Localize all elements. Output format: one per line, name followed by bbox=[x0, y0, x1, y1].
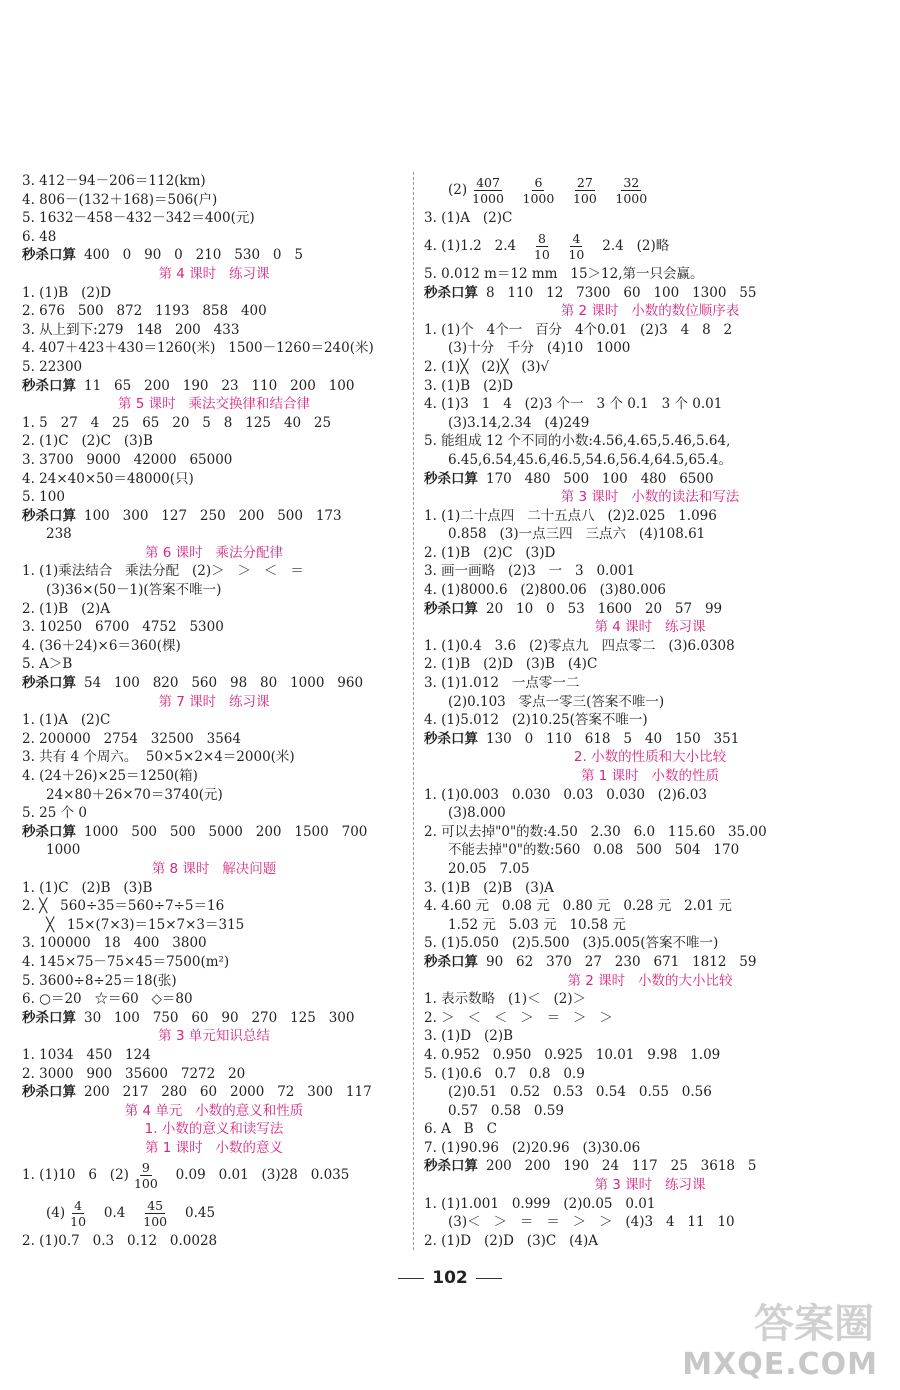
answer-line: 1. (1)乘法结合 乘法分配 (2)＞ ＞ ＜ ＝ bbox=[22, 563, 304, 580]
answer-line: 24×80＋26×70＝3740(元) bbox=[46, 786, 223, 803]
mental-math-label: 秒杀口算 bbox=[22, 507, 76, 524]
answer-text: 1. (1)10 6 (2) bbox=[22, 1167, 129, 1184]
fraction-numerator: 32 bbox=[623, 175, 640, 190]
answer-line: 0.858 (3)一点三四 三点六 (4)108.61 bbox=[448, 526, 706, 543]
section-heading: 第 3 课时 练习课 bbox=[594, 1177, 706, 1194]
watermark-logo bbox=[682, 1290, 884, 1382]
answer-line: 5. 能组成 12 个不同的小数:4.56,4.65,5.46,5.64, bbox=[424, 433, 731, 450]
mental-math-answers: 20 10 0 53 1600 20 57 99 bbox=[486, 600, 723, 617]
answer-line: 3. (1)A (2)C bbox=[424, 210, 513, 227]
answer-line: 5. 3600÷8÷25＝18(张) bbox=[22, 972, 177, 989]
answer-line bbox=[22, 1195, 406, 1232]
answer-line: 1. 1034 450 124 bbox=[22, 1046, 151, 1063]
answer-line: 不能去掉"0"的数:560 0.08 500 504 170 bbox=[448, 842, 740, 859]
fraction-denominator: 10 bbox=[533, 246, 550, 262]
mental-math-line bbox=[22, 823, 406, 842]
fraction-numerator: 4 bbox=[572, 230, 581, 246]
answer-line: 4. 0.952 0.950 0.925 10.01 9.98 1.09 bbox=[424, 1046, 721, 1063]
answer-line: 3. (1)D (2)B bbox=[424, 1028, 514, 1045]
fraction bbox=[470, 175, 506, 206]
answer-line: 2. ＞ ＜ ＜ ＞ ＝ ＞ ＞ bbox=[424, 1009, 613, 1026]
section-heading: 第 1 课时 小数的性质 bbox=[580, 768, 720, 784]
page-number: 102 bbox=[0, 1268, 900, 1288]
section-heading: 第 2 课时 小数的大小比较 bbox=[567, 972, 733, 989]
answer-line: (3)36×(50－1)(答案不唯一) bbox=[46, 582, 222, 599]
fraction bbox=[141, 1198, 169, 1229]
mental-math-label: 秒杀口算 bbox=[22, 247, 76, 264]
answer-text: 4. (1)1.2 2.4 bbox=[424, 237, 529, 254]
watermark-url: MXQE.COM bbox=[682, 1347, 878, 1382]
fraction-denominator: 100 bbox=[143, 1213, 168, 1229]
answer-line: 3. 共有 4 个周六。 50×5×2×4＝2000(米) bbox=[22, 749, 295, 766]
mental-math-line bbox=[424, 953, 876, 972]
answer-line: 2. (1)╳ (2)╳ (3)√ bbox=[424, 358, 550, 375]
answer-line: 1.52 元 5.03 元 10.58 元 bbox=[448, 916, 626, 933]
fraction-denominator: 1000 bbox=[472, 191, 504, 206]
mental-math-answers: 54 100 820 560 98 80 1000 960 bbox=[84, 675, 364, 692]
answer-line: 20.05 7.05 bbox=[448, 860, 530, 877]
mental-math-label: 秒杀口算 bbox=[22, 377, 76, 394]
answer-line: 4. (1)8000.6 (2)800.06 (3)80.006 bbox=[424, 582, 666, 599]
mental-math-line bbox=[424, 284, 876, 303]
section-heading: 第 4 课时 练习课 bbox=[158, 265, 270, 282]
right-column bbox=[424, 172, 876, 1250]
section-heading: 1. 小数的意义和读写法 bbox=[144, 1121, 284, 1138]
answer-line: 0.57 0.58 0.59 bbox=[448, 1102, 564, 1119]
answer-line: 4. (36＋24)×6＝360(棵) bbox=[22, 637, 181, 654]
fraction-denominator: 10 bbox=[568, 246, 585, 262]
mental-math-answers: 90 62 370 27 230 671 1812 59 bbox=[486, 953, 757, 970]
answer-line: (2)0.51 0.52 0.53 0.54 0.55 0.56 bbox=[448, 1084, 712, 1101]
answer-line: 1. 5 27 4 25 65 20 5 8 125 40 25 bbox=[22, 414, 332, 431]
answer-line bbox=[424, 172, 876, 209]
answer-line: 4. (1)3 1 4 (2)3 个一 3 个 0.1 3 个 0.01 bbox=[424, 396, 723, 413]
answer-line: 1. (1)A (2)C bbox=[22, 712, 111, 729]
fraction-numerator: 407 bbox=[476, 175, 500, 190]
answer-line: 6. ○＝20 ☆＝60 ◇＝80 bbox=[22, 991, 193, 1008]
answer-text bbox=[602, 182, 611, 198]
answer-line: 2. (1)B (2)D (3)B (4)C bbox=[424, 656, 598, 673]
answer-line: 5. 22300 bbox=[22, 358, 83, 375]
answer-line: 2. ╳ 560÷35＝560÷7÷5＝16 bbox=[22, 898, 225, 915]
fraction-denominator: 10 bbox=[70, 1213, 87, 1229]
answer-text bbox=[559, 182, 568, 198]
answer-line: 6. 48 bbox=[22, 228, 57, 245]
mental-math-line bbox=[22, 246, 406, 265]
answer-line: ╳ 15×(7×3)＝15×7×3＝315 bbox=[46, 916, 245, 933]
section-heading: 2. 小数的性质和大小比较 bbox=[573, 749, 727, 766]
section-heading: 第 7 课时 练习课 bbox=[158, 693, 270, 710]
answer-line: 3. 412－94－206＝112(km) bbox=[22, 173, 206, 189]
fraction-numerator: 9 bbox=[141, 1160, 150, 1176]
mental-math-answers: 200 200 190 24 117 25 3618 5 bbox=[486, 1158, 757, 1175]
answer-line: 4. 24×40×50＝48000(只) bbox=[22, 470, 194, 487]
answer-line: 5. 100 bbox=[22, 489, 65, 506]
mental-math-answers: 8 110 12 7300 60 100 1300 55 bbox=[486, 284, 757, 301]
fraction-numerator: 8 bbox=[537, 230, 546, 246]
mental-math-line bbox=[22, 1009, 406, 1028]
mental-math-label: 秒杀口算 bbox=[424, 600, 478, 617]
mental-math-label: 秒杀口算 bbox=[22, 1084, 76, 1101]
section-heading: 第 5 课时 乘法交换律和结合律 bbox=[117, 396, 311, 413]
answer-line: 5. 0.012 m＝12 mm 15＞12,第一只会赢。 bbox=[424, 265, 704, 282]
answer-line: 2. (1)D (2)D (3)C (4)A bbox=[424, 1232, 599, 1249]
answer-line: 4. 4.60 元 0.08 元 0.80 元 0.28 元 2.01 元 bbox=[424, 898, 732, 915]
answer-line: 1. (1)C (2)B (3)B bbox=[22, 879, 153, 896]
mental-math-line bbox=[424, 730, 876, 749]
mental-math-label: 秒杀口算 bbox=[22, 1009, 76, 1026]
answer-line: (3)十分 千分 (4)10 1000 bbox=[448, 340, 631, 357]
section-heading: 第 3 课时 小数的读法和写法 bbox=[560, 489, 740, 506]
answer-line: 5. A＞B bbox=[22, 656, 73, 673]
answer-text: 0.45 bbox=[172, 1204, 216, 1221]
answer-line: 2. 676 500 872 1193 858 400 bbox=[22, 303, 267, 320]
answer-line: 2. (1)B (2)A bbox=[22, 600, 110, 617]
section-heading: 第 2 课时 小数的数位顺序表 bbox=[560, 303, 740, 320]
section-heading: 第 3 单元知识总结 bbox=[158, 1028, 270, 1045]
answer-line: 2. (1)B (2)C (3)D bbox=[424, 544, 556, 561]
answer-line: 2. 可以去掉"0"的数:4.50 2.30 6.0 115.60 35.00 bbox=[424, 823, 767, 840]
answer-line: 5. (1)5.050 (2)5.500 (3)5.005(答案不唯一) bbox=[424, 935, 719, 952]
fraction-numerator: 6 bbox=[534, 175, 543, 190]
mental-math-answers: 130 0 110 618 5 40 150 351 bbox=[486, 730, 740, 747]
answer-line: 2. (1)0.7 0.3 0.12 0.0028 bbox=[22, 1232, 218, 1249]
answer-line: 5. 1632－458－432－342＝400(元) bbox=[22, 210, 255, 227]
answer-line: 3. 从上到下:279 148 200 433 bbox=[22, 321, 240, 338]
section-heading: 第 4 单元 小数的意义和性质 bbox=[124, 1102, 304, 1119]
mental-math-answers: 30 100 750 60 90 270 125 300 bbox=[84, 1009, 355, 1026]
answer-text: 2.4 (2)略 bbox=[589, 237, 670, 254]
fraction bbox=[532, 231, 552, 262]
answer-line: 2. (1)C (2)C (3)B bbox=[22, 433, 153, 450]
answer-line: 2. 3000 900 35600 7272 20 bbox=[22, 1065, 246, 1082]
fraction-denominator: 1000 bbox=[522, 191, 555, 206]
fraction-denominator: 100 bbox=[572, 191, 597, 206]
answer-line: 6. A B C bbox=[424, 1121, 497, 1138]
answer-line: 3. (1)B (2)B (3)A bbox=[424, 879, 554, 896]
answer-line: 1. (1)B (2)D bbox=[22, 284, 112, 301]
fraction bbox=[566, 231, 586, 262]
mental-math-answers: 200 217 280 60 2000 72 300 117 bbox=[84, 1084, 372, 1101]
mental-math-label: 秒杀口算 bbox=[424, 284, 478, 301]
mental-math-label: 秒杀口算 bbox=[424, 730, 478, 747]
mental-math-label: 秒杀口算 bbox=[22, 675, 76, 692]
answer-line: 4. 806－(132＋168)＝506(户) bbox=[22, 191, 218, 208]
mental-math-line bbox=[424, 600, 876, 619]
mental-math-label: 秒杀口算 bbox=[424, 470, 478, 487]
answer-line: 4. (24＋26)×25＝1250(箱) bbox=[22, 768, 198, 784]
answer-line: 6.45,6.54,45.6,46.5,54.6,56.4,64.5,65.4。 bbox=[448, 451, 733, 468]
mental-math-label: 秒杀口算 bbox=[22, 823, 76, 840]
answer-line: 3. 10250 6700 4752 5300 bbox=[22, 619, 224, 636]
answer-line: 3. 3700 9000 42000 65000 bbox=[22, 451, 233, 468]
fraction-denominator: 1000 bbox=[615, 191, 648, 206]
answer-text: (2) bbox=[448, 182, 468, 198]
watermark-top: 答案圈 bbox=[754, 1301, 874, 1347]
answer-line: 1. (1)个 4个一 百分 4个0.01 (2)3 4 8 2 bbox=[424, 321, 733, 338]
mental-math-line bbox=[22, 674, 406, 693]
answer-line: 1. (1)1.001 0.999 (2)0.05 0.01 bbox=[424, 1195, 656, 1212]
answer-line: 7. (1)90.96 (2)20.96 (3)30.06 bbox=[424, 1139, 641, 1156]
answer-line: 1. (1)二十点四 二十五点八 (2)2.025 1.096 bbox=[424, 507, 717, 524]
answer-line: 1. 表示数略 (1)＜ (2)＞ bbox=[424, 991, 587, 1008]
mental-math-answers: 100 300 127 250 200 500 173 bbox=[84, 507, 342, 524]
answer-line: 3. (1)1.012 一点零一二 bbox=[424, 675, 580, 692]
answer-line bbox=[22, 1157, 406, 1194]
answer-line: 3. 100000 18 400 3800 bbox=[22, 935, 207, 952]
mental-math-answers: 400 0 90 0 210 530 0 5 bbox=[84, 247, 303, 264]
answer-line: (3)＜ ＞ ＝ ＝ ＞ ＞ (4)3 4 11 10 bbox=[448, 1214, 735, 1231]
answer-text bbox=[509, 182, 518, 198]
answer-line: 238 bbox=[46, 526, 72, 543]
answer-line: 5. (1)0.6 0.7 0.8 0.9 bbox=[424, 1065, 585, 1082]
fraction bbox=[571, 175, 599, 206]
answer-text: 0.09 0.01 (3)28 0.035 bbox=[162, 1167, 350, 1184]
section-heading: 第 6 课时 乘法分配律 bbox=[144, 544, 284, 561]
mental-math-line bbox=[424, 470, 876, 489]
left-column bbox=[22, 172, 406, 1250]
mental-math-answers: 170 480 500 100 480 6500 bbox=[486, 470, 714, 487]
mental-math-answers: 1000 500 500 5000 200 1500 700 bbox=[84, 823, 368, 840]
answer-line: 1000 bbox=[46, 842, 81, 859]
mental-math-label: 秒杀口算 bbox=[424, 953, 478, 970]
section-heading: 第 1 课时 小数的意义 bbox=[144, 1139, 284, 1156]
fraction bbox=[132, 1160, 160, 1191]
answer-line: 2. 200000 2754 32500 3564 bbox=[22, 730, 241, 747]
fraction-denominator: 100 bbox=[133, 1176, 158, 1192]
mental-math-line bbox=[22, 1083, 406, 1102]
answer-line: (3)8.000 bbox=[448, 805, 506, 822]
fraction bbox=[613, 175, 649, 206]
answer-line: 4. (1)5.012 (2)10.25(答案不唯一) bbox=[424, 712, 648, 729]
mental-math-line bbox=[22, 377, 406, 396]
answer-line bbox=[424, 228, 876, 265]
fraction-numerator: 4 bbox=[74, 1197, 83, 1213]
mental-math-line bbox=[22, 507, 406, 526]
answer-text: (4) bbox=[46, 1204, 66, 1221]
answer-line: 1. (1)0.003 0.030 0.03 0.030 (2)6.03 bbox=[424, 786, 707, 803]
mental-math-answers: 11 65 200 190 23 110 200 100 bbox=[84, 377, 355, 394]
mental-math-label: 秒杀口算 bbox=[424, 1158, 478, 1175]
mental-math-line bbox=[424, 1157, 876, 1176]
answer-text: 0.4 bbox=[91, 1204, 139, 1221]
fraction bbox=[521, 175, 557, 206]
section-heading: 第 8 课时 解决问题 bbox=[151, 860, 277, 877]
answer-text bbox=[555, 238, 564, 254]
fraction bbox=[68, 1198, 88, 1229]
answer-line: 3. (1)B (2)D bbox=[424, 377, 514, 394]
answer-line: 4. 407＋423＋430＝1260(米) 1500－1260＝240(米) bbox=[22, 340, 374, 357]
answer-line: (2)0.103 零点一零三(答案不唯一) bbox=[448, 693, 665, 710]
answer-line: 1. (1)0.4 3.6 (2)零点九 四点零二 (3)6.0308 bbox=[424, 637, 735, 654]
answer-line: 4. 145×75－75×45＝7500(m²) bbox=[22, 953, 230, 970]
answer-line: 5. 25 个 0 bbox=[22, 805, 88, 822]
section-heading: 第 4 课时 练习课 bbox=[594, 619, 706, 636]
answer-line: (3)3.14,2.34 (4)249 bbox=[448, 414, 590, 431]
answer-line: 3. 画一画略 (2)3 一 3 0.001 bbox=[424, 563, 636, 580]
fraction-numerator: 27 bbox=[576, 175, 593, 190]
fraction-numerator: 45 bbox=[147, 1197, 164, 1213]
column-divider bbox=[413, 172, 414, 1250]
